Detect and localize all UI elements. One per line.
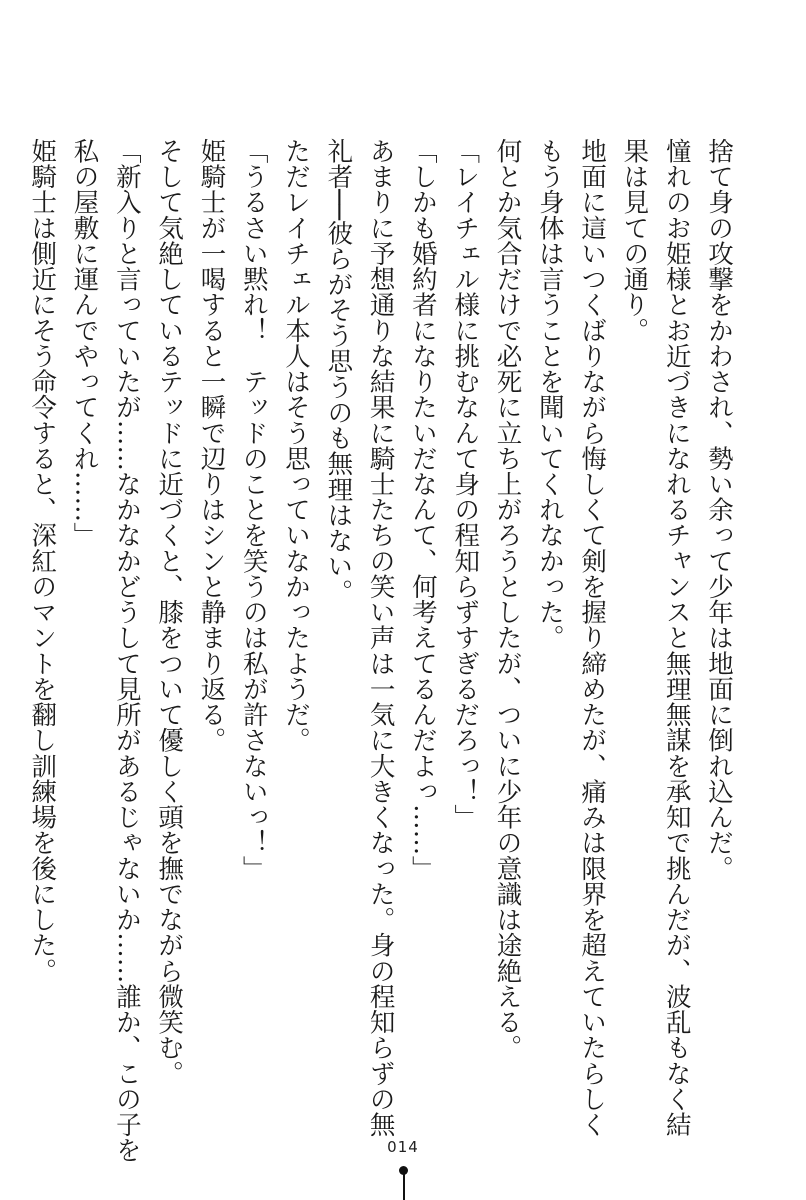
text-line: 礼者──彼らがそう思うのも無理はない。 (323, 138, 354, 605)
text-line: 「レイチェル様に挑むなんて身の程知らずすぎるだろっ！」 (450, 138, 481, 830)
text-line: 地面に這いつくばりながら悔しくて剣を握り締めたが、痛みは限界を超えていたらしく (577, 138, 608, 1138)
text-line: 姫騎士は側近にそう命令すると、深紅のマントを翻し訓練場を後にした。 (27, 138, 58, 984)
text-line: 姫騎士が一喝すると一瞬で辺りはシンと静まり返る。 (196, 138, 227, 753)
text-line: もう身体は言うことを聞いてくれなかった。 (534, 138, 565, 651)
text-line: 「しかも婚約者になりたいだなんて、何考えてるんだよっ……」 (407, 138, 438, 881)
text-line: 果は見ての通り。 (619, 138, 650, 343)
text-line: 憧れのお姫様とお近づきになれるチャンスと無理無謀を承知で挑んだが、波乱もなく結 (661, 138, 692, 1138)
page-marker-icon (399, 1166, 408, 1200)
text-line: そして気絶しているテッドに近づくと、膝をついて優しく頭を撫でながら微笑む。 (154, 138, 185, 1086)
text-line: 「うるさい黙れ！ テッドのことを笑うのは私が許さないっ！」 (238, 138, 269, 881)
text-line: ただレイチェル本人はそう思っていなかったようだ。 (281, 138, 312, 753)
page-number: 014 (387, 1138, 419, 1156)
text-line: 私の屋敷に運んでやってくれ……」 (69, 138, 100, 548)
page-marker-line (403, 1174, 405, 1200)
text-line: あまりに予想通りな結果に騎士たちの笑い声は一気に大きくなった。身の程知らずの無 (365, 138, 396, 1138)
text-line: 「新入りと言っていたが……なかなかどうして見所があるじゃないか……誰か、この子を (111, 138, 142, 1163)
text-line: 捨て身の攻撃をかわされ、勢い余って少年は地面に倒れ込んだ。 (704, 138, 734, 881)
text-line: 何とか気合だけで必死に立ち上がろうとしたが、ついに少年の意識は途絶える。 (492, 138, 523, 1061)
